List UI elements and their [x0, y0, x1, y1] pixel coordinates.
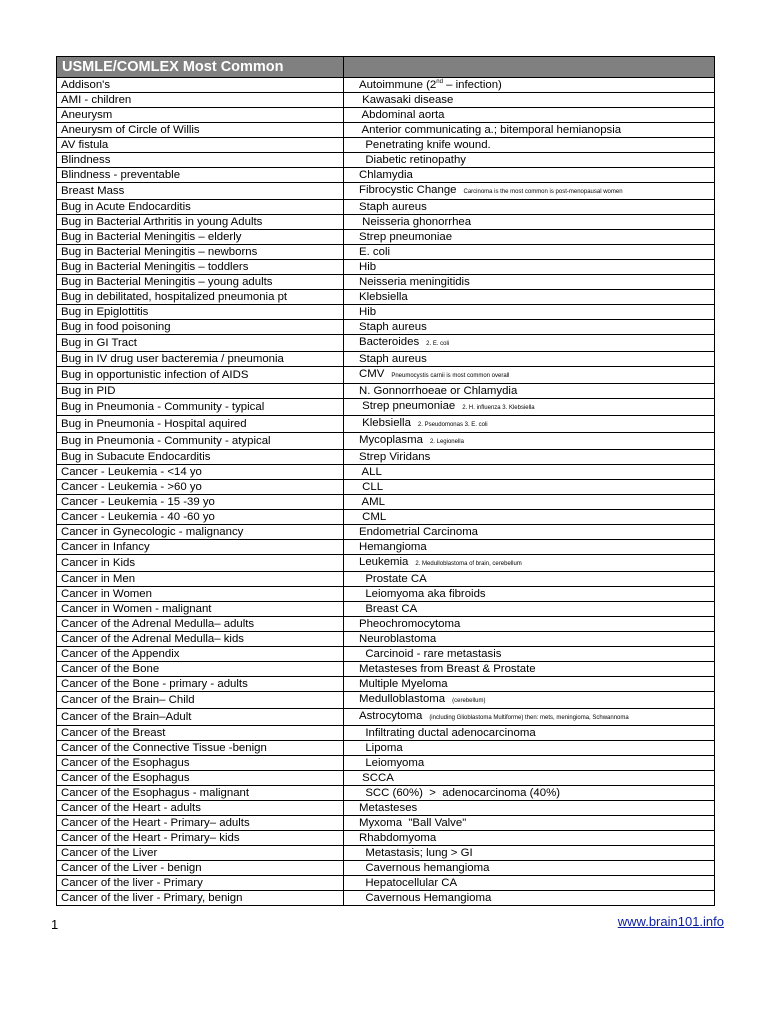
most-common-cell [344, 245, 715, 260]
answer-note: 2. Medulloblastoma of brain, cerebellum [415, 561, 522, 567]
answer-text: Metasteses [359, 802, 418, 814]
table-header-row [57, 57, 715, 78]
table-row [57, 93, 715, 108]
condition-cell: Bug in Acute Endocarditis [57, 200, 344, 215]
answer-text: Breast CA [359, 603, 418, 615]
most-common-cell [344, 662, 715, 677]
most-common-cell [344, 78, 715, 93]
condition-cell: Blindness - preventable [57, 168, 344, 183]
answer-text: Neisseria meningitidis [359, 276, 470, 288]
table-row [57, 230, 715, 245]
table-row [57, 215, 715, 230]
table-row [57, 540, 715, 555]
table-row [57, 352, 715, 367]
answer-text: Leukemia [359, 556, 409, 568]
most-common-cell [344, 846, 715, 861]
answer-text: ALL [359, 466, 382, 478]
condition-cell: Cancer of the Adrenal Medulla– kids [57, 632, 344, 647]
table-row [57, 245, 715, 260]
table-body [57, 78, 715, 906]
table-title: USMLE/COMLEX Most Common [57, 57, 344, 78]
condition-cell: Blindness [57, 153, 344, 168]
condition-cell: Cancer of the Connective Tissue -benign [57, 741, 344, 756]
condition-cell: Cancer of the Breast [57, 726, 344, 741]
most-common-cell [344, 416, 715, 433]
condition-cell: Bug in Pneumonia - Community - atypical [57, 433, 344, 450]
most-common-cell [344, 200, 715, 215]
most-common-cell [344, 602, 715, 617]
most-common-cell [344, 632, 715, 647]
condition-cell: Bug in opportunistic infection of AIDS [57, 367, 344, 384]
most-common-cell [344, 275, 715, 290]
table-row [57, 572, 715, 587]
answer-text: AML [359, 496, 385, 508]
answer-text: Abdominal aorta [359, 109, 445, 121]
answer-text: Mycoplasma [359, 434, 423, 446]
answer-text: Astrocytoma [359, 710, 423, 722]
most-common-cell [344, 433, 715, 450]
condition-cell: Cancer - Leukemia - <14 yo [57, 465, 344, 480]
condition-cell: Cancer of the Appendix [57, 647, 344, 662]
table-row [57, 138, 715, 153]
most-common-cell [344, 677, 715, 692]
table-row [57, 168, 715, 183]
condition-cell: Cancer of the Bone - primary - adults [57, 677, 344, 692]
most-common-cell [344, 861, 715, 876]
most-common-cell [344, 786, 715, 801]
table-row [57, 305, 715, 320]
table-row [57, 525, 715, 540]
answer-text: Endometrial Carcinoma [359, 526, 479, 538]
most-common-cell [344, 540, 715, 555]
most-common-cell [344, 801, 715, 816]
condition-cell: Bug in Subacute Endocarditis [57, 450, 344, 465]
answer-text: SCC (60%) > adenocarcinoma (40%) [359, 787, 561, 799]
condition-cell: Cancer of the Esophagus [57, 771, 344, 786]
answer-text: Neisseria ghonorrhea [359, 216, 472, 228]
table-row [57, 78, 715, 93]
condition-cell: Cancer of the Adrenal Medulla– adults [57, 617, 344, 632]
answer-text: Penetrating knife wound. [359, 139, 491, 151]
most-common-cell [344, 384, 715, 399]
answer-text: Hib [359, 261, 377, 273]
answer-text: Rhabdomyoma [359, 832, 437, 844]
most-common-cell [344, 367, 715, 384]
table-row [57, 465, 715, 480]
table-row [57, 433, 715, 450]
condition-cell: Cancer in Men [57, 572, 344, 587]
condition-cell: Cancer of the Liver - benign [57, 861, 344, 876]
page-number: 1 [51, 917, 59, 932]
answer-text: Diabetic retinopathy [359, 154, 467, 166]
table-row [57, 801, 715, 816]
table-row [57, 450, 715, 465]
condition-cell: AV fistula [57, 138, 344, 153]
condition-cell: AMI - children [57, 93, 344, 108]
table-row [57, 771, 715, 786]
condition-cell: Cancer in Infancy [57, 540, 344, 555]
most-common-cell [344, 726, 715, 741]
most-common-cell [344, 153, 715, 168]
table-row [57, 709, 715, 726]
condition-cell: Cancer of the Liver [57, 846, 344, 861]
most-common-cell [344, 771, 715, 786]
condition-cell: Bug in Bacterial Meningitis – young adults [57, 275, 344, 290]
condition-cell: Bug in PID [57, 384, 344, 399]
condition-cell: Cancer of the Brain– Child [57, 692, 344, 709]
condition-cell: Cancer of the Heart - Primary– adults [57, 816, 344, 831]
answer-text: Strep pneumoniae [359, 400, 456, 412]
most-common-cell [344, 215, 715, 230]
most-common-cell [344, 495, 715, 510]
table-row [57, 290, 715, 305]
most-common-table [56, 56, 715, 906]
table-row [57, 831, 715, 846]
most-common-cell [344, 108, 715, 123]
answer-text: CLL [359, 481, 384, 493]
answer-text: Kawasaki disease [359, 94, 454, 106]
most-common-cell [344, 709, 715, 726]
most-common-cell [344, 816, 715, 831]
table-row [57, 153, 715, 168]
table-row [57, 617, 715, 632]
most-common-cell [344, 555, 715, 572]
most-common-cell [344, 617, 715, 632]
condition-cell: Cancer in Kids [57, 555, 344, 572]
most-common-cell [344, 876, 715, 891]
answer-text: CMV [359, 368, 385, 380]
answer-note: (including Glioblastoma Multiforme) then: mets, meningioma, Schwannoma [429, 715, 629, 721]
most-common-cell [344, 260, 715, 275]
table-row [57, 320, 715, 335]
table-row [57, 662, 715, 677]
condition-cell: Bug in debilitated, hospitalized pneumonia pt [57, 290, 344, 305]
table-row [57, 183, 715, 200]
answer-note: Carcinoma is the most common is post-menopausal women [463, 189, 623, 195]
table-row [57, 846, 715, 861]
most-common-cell [344, 399, 715, 416]
table-row [57, 726, 715, 741]
table-row [57, 495, 715, 510]
most-common-cell [344, 465, 715, 480]
condition-cell: Bug in Bacterial Meningitis – toddlers [57, 260, 344, 275]
answer-text: SCCA [359, 772, 394, 784]
table-row [57, 510, 715, 525]
answer-text: Leiomyoma aka fibroids [359, 588, 486, 600]
most-common-cell [344, 123, 715, 138]
answer-text: Bacteroides [359, 336, 420, 348]
condition-cell: Bug in food poisoning [57, 320, 344, 335]
most-common-cell [344, 93, 715, 108]
table-row [57, 692, 715, 709]
most-common-cell [344, 352, 715, 367]
most-common-cell [344, 510, 715, 525]
condition-cell: Cancer - Leukemia - 40 -60 yo [57, 510, 344, 525]
condition-cell: Bug in Bacterial Meningitis – elderly [57, 230, 344, 245]
table-row [57, 632, 715, 647]
table-row [57, 602, 715, 617]
condition-cell: Addison's [57, 78, 344, 93]
condition-cell: Bug in Pneumonia - Community - typical [57, 399, 344, 416]
table-row [57, 647, 715, 662]
website-link[interactable]: www.brain101.info [617, 914, 724, 929]
answer-text: Staph aureus [359, 321, 427, 333]
condition-cell: Cancer - Leukemia - 15 -39 yo [57, 495, 344, 510]
table-row [57, 275, 715, 290]
answer-text: Klebsiella [359, 417, 411, 429]
condition-cell: Cancer of the Bone [57, 662, 344, 677]
table-row [57, 741, 715, 756]
condition-cell: Cancer of the liver - Primary [57, 876, 344, 891]
table-header-blank [344, 57, 715, 78]
answer-text: Klebsiella [359, 291, 408, 303]
condition-cell: Bug in Bacterial Meningitis – newborns [57, 245, 344, 260]
table-row [57, 786, 715, 801]
most-common-cell [344, 587, 715, 602]
most-common-cell [344, 525, 715, 540]
answer-text: Carcinoid - rare metastasis [359, 648, 502, 660]
most-common-cell [344, 831, 715, 846]
condition-cell: Cancer of the Heart - adults [57, 801, 344, 816]
most-common-cell [344, 647, 715, 662]
answer-text: Hepatocellular CA [359, 877, 458, 889]
most-common-cell [344, 480, 715, 495]
answer-tail: – infection) [442, 79, 502, 91]
answer-text: Pheochromocytoma [359, 618, 461, 630]
table-row [57, 367, 715, 384]
table-row [57, 816, 715, 831]
most-common-cell [344, 138, 715, 153]
condition-cell: Cancer of the Brain–Adult [57, 709, 344, 726]
most-common-cell [344, 183, 715, 200]
condition-cell: Bug in GI Tract [57, 335, 344, 352]
answer-text: Cavernous hemangioma [359, 862, 490, 874]
table-row [57, 480, 715, 495]
condition-cell: Cancer in Women - malignant [57, 602, 344, 617]
table-row [57, 399, 715, 416]
answer-note: Pneumocystis carnii is most common overall [391, 373, 510, 379]
most-common-cell [344, 320, 715, 335]
answer-text: Metastasis; lung > GI [359, 847, 473, 859]
answer-text: Chlamydia [359, 169, 413, 181]
answer-text: N. Gonnorrhoeae or Chlamydia [359, 385, 518, 397]
answer-text: Multiple Myeloma [359, 678, 448, 690]
condition-cell: Bug in Epiglottitis [57, 305, 344, 320]
answer-text: Medulloblastoma [359, 693, 446, 705]
table-row [57, 861, 715, 876]
most-common-cell [344, 756, 715, 771]
answer-text: CML [359, 511, 387, 523]
most-common-cell [344, 450, 715, 465]
answer-text: Autoimmune (2 [359, 79, 437, 91]
condition-cell: Cancer of the Esophagus [57, 756, 344, 771]
answer-text: Fibrocystic Change [359, 184, 457, 196]
table-row [57, 123, 715, 138]
condition-cell: Bug in Bacterial Arthritis in young Adults [57, 215, 344, 230]
condition-cell: Aneurysm of Circle of Willis [57, 123, 344, 138]
answer-note: 2. Legionella [429, 439, 464, 445]
answer-text: Staph aureus [359, 201, 427, 213]
answer-text: Myxoma "Ball Valve" [359, 817, 467, 829]
condition-cell: Cancer in Women [57, 587, 344, 602]
condition-cell: Aneurysm [57, 108, 344, 123]
most-common-cell [344, 230, 715, 245]
table-row [57, 555, 715, 572]
answer-text: Neuroblastoma [359, 633, 437, 645]
condition-cell: Cancer - Leukemia - >60 yo [57, 480, 344, 495]
answer-note: 2. H. influenza 3. Klebsiella [462, 405, 535, 411]
answer-text: Metasteses from Breast & Prostate [359, 663, 536, 675]
answer-note: 2. E. coli [426, 341, 450, 347]
table-row [57, 416, 715, 433]
condition-cell: Bug in Pneumonia - Hospital aquired [57, 416, 344, 433]
answer-text: Hib [359, 306, 377, 318]
table-row [57, 876, 715, 891]
most-common-cell [344, 335, 715, 352]
answer-text: Strep Viridans [359, 451, 431, 463]
most-common-cell [344, 290, 715, 305]
condition-cell: Bug in IV drug user bacteremia / pneumonia [57, 352, 344, 367]
most-common-cell [344, 891, 715, 906]
condition-cell: Cancer in Gynecologic - malignancy [57, 525, 344, 540]
answer-text: Strep pneumoniae [359, 231, 453, 243]
answer-text: Leiomyoma [359, 757, 425, 769]
most-common-cell [344, 692, 715, 709]
most-common-cell [344, 168, 715, 183]
table-row [57, 200, 715, 215]
answer-text: Staph aureus [359, 353, 427, 365]
table-row [57, 677, 715, 692]
table-row [57, 384, 715, 399]
condition-cell: Cancer of the liver - Primary, benign [57, 891, 344, 906]
table-row [57, 587, 715, 602]
most-common-cell [344, 305, 715, 320]
answer-note: (cerebellum) [452, 698, 486, 704]
table-row [57, 756, 715, 771]
answer-text: Prostate CA [359, 573, 427, 585]
table-row [57, 260, 715, 275]
condition-cell: Breast Mass [57, 183, 344, 200]
answer-text: Hemangioma [359, 541, 427, 553]
answer-text: Anterior communicating a.; bitemporal hemianopsia [359, 124, 622, 136]
answer-text: Lipoma [359, 742, 403, 754]
condition-cell: Cancer of the Esophagus - malignant [57, 786, 344, 801]
condition-cell: Cancer of the Heart - Primary– kids [57, 831, 344, 846]
answer-text: Infiltrating ductal adenocarcinoma [359, 727, 536, 739]
table-row [57, 108, 715, 123]
table-row [57, 891, 715, 906]
answer-note: 2. Pseudomonas 3. E. coli [417, 422, 488, 428]
table-row [57, 335, 715, 352]
answer-text: E. coli [359, 246, 391, 258]
answer-superscript: nd [436, 79, 443, 86]
most-common-cell [344, 572, 715, 587]
answer-text: Cavernous Hemangioma [359, 892, 492, 904]
most-common-cell [344, 741, 715, 756]
